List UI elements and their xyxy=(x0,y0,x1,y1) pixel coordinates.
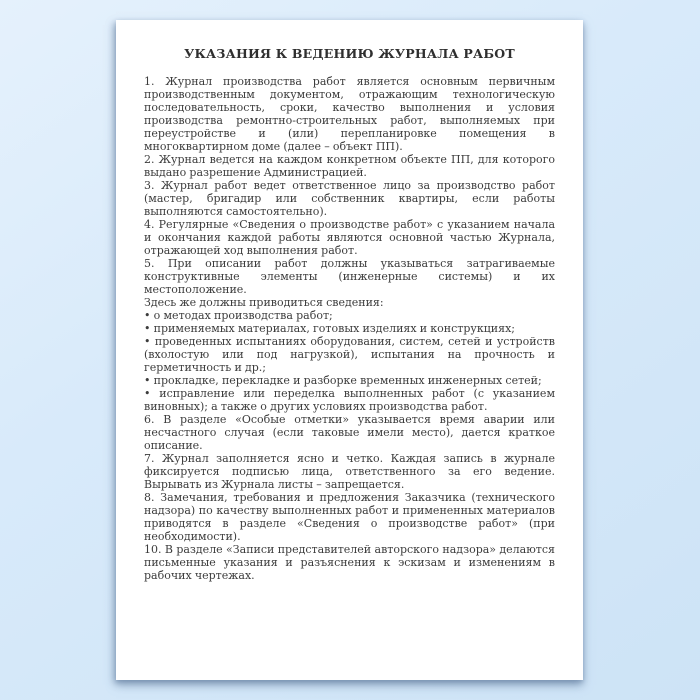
document-bullet-item-2: • применяемых материалах, готовых изделиях и конструкциях; xyxy=(144,322,515,335)
document-paragraph-2: 2. Журнал ведется на каждом конкретном объекте ПП, для которого выдано разрешение Администрацией. xyxy=(144,153,555,179)
document-paragraph-1: 1. Журнал производства работ является основным первичным производственным документом, отражающим технологическую последовательность, сроки, качество выполнения и условия производства ремонтно-строительных работ, выполняемых при переустройстве и (или) перепланировке помещения в многоквартирном доме (далее – объект ПП). xyxy=(144,75,555,153)
document-page xyxy=(116,20,583,680)
document-paragraph-3: 3. Журнал работ ведет ответственное лицо за производство работ (мастер, бригадир или собственник квартиры, если работы выполняются самостоятельно). xyxy=(144,179,555,218)
document-paragraph-7: 7. Журнал заполняется ясно и четко. Каждая запись в журнале фиксируется подписью лица, ответственного за его ведение. Вырывать из Журнала листы – запрещается. xyxy=(144,452,555,491)
document-paragraph-10: 10. В разделе «Записи представителей авторского надзора» делаются письменные указания и разъяснения к эскизам и изменениям в рабочих чертежах. xyxy=(144,543,555,582)
document-title: УКАЗАНИЯ К ВЕДЕНИЮ ЖУРНАЛА РАБОТ xyxy=(184,46,515,61)
document-bullet-item-3: • проведенных испытаниях оборудования, систем, сетей и устройств (вхолостую или под нагрузкой), испытания на прочность и герметичность и др.; xyxy=(144,335,555,374)
document-paragraph-5: 5. При описании работ должны указываться затрагиваемые конструктивные элементы (инженерные системы) и их местоположение. xyxy=(144,257,555,296)
document-bullet-item-5: • исправление или переделка выполненных работ (с указанием виновных); а также о других условиях производства работ. xyxy=(144,387,555,413)
document-paragraph-intro-list: Здесь же должны приводиться сведения: xyxy=(144,296,384,309)
document-bullet-item-1: • о методах производства работ; xyxy=(144,309,333,322)
document-bullet-item-4: • прокладке, перекладке и разборке временных инженерных сетей; xyxy=(144,374,542,387)
document-paragraph-6: 6. В разделе «Особые отметки» указывается время аварии или несчастного случая (если таковые имели место), дается краткое описание. xyxy=(144,413,555,452)
document-body xyxy=(144,75,555,582)
document-paragraph-4: 4. Регулярные «Сведения о производстве работ» с указанием начала и окончания каждой работы являются основной частью Журнала, отражающей ход выполнения работ. xyxy=(144,218,555,257)
document-paragraph-8: 8. Замечания, требования и предложения Заказчика (технического надзора) по качеству выполненных работ и примененных материалов приводятся в разделе «Сведения о производстве работ» (при необходимости). xyxy=(144,491,555,543)
